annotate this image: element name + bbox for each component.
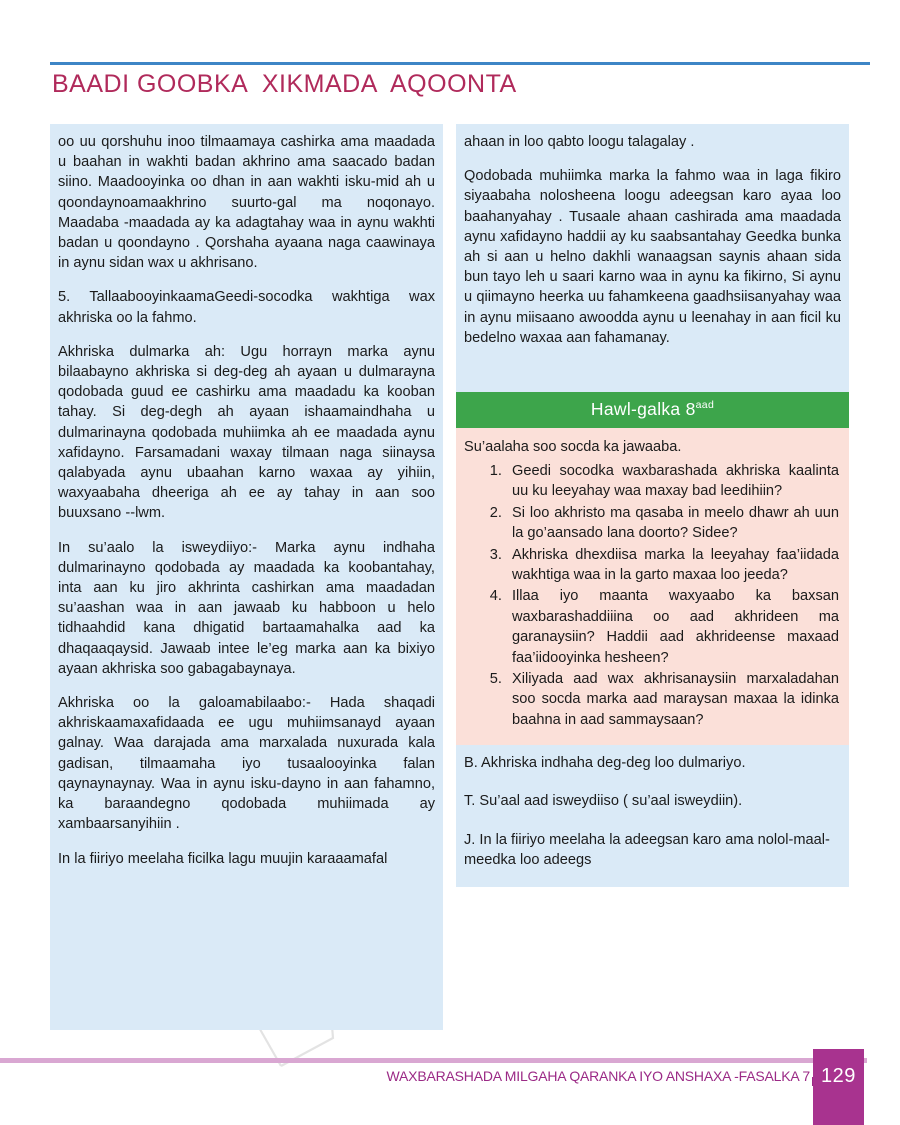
activity-lead: Su’aalaha soo socda ka jawaaba. xyxy=(464,439,682,455)
paragraph: Akhriska oo la galoamabilaabo:- Hada shaqadi akhriskaamaxafidaada ee ugu muhiimsanayd ayaan galnay. Waa darajada ama marxalada nuxurada kala gadisan, tilmaamaha iyo tusaalooyinka falan qaynaynaynay. Waa in aynu isku-dayno in aan fahamno, ka baraandegno qodobada muhiimada ay xambaarsanyihiin . xyxy=(58,695,435,833)
paragraph: ahaan in loo qabto loogu talagalay . xyxy=(464,134,695,150)
list-item: 3. Akhriska dhexdiisa marka la leeyahay faa’iidada wakhtiga waa in la garto maxaa loo jeeda? xyxy=(506,545,839,586)
header-rule xyxy=(50,62,870,65)
right-top-text-block xyxy=(456,124,849,392)
list-item: 5. Xiliyada aad wax akhrisanaysiin marxaladahan soo socda marka aad maraysan maxaa la idinka baahna in aad sammaysaan? xyxy=(506,669,839,730)
paragraph: 5. TallaabooyinkaamaGeedi-socodka wakhtiga wax akhriska oo la fahmo. xyxy=(58,289,435,326)
activity-header-label: Hawl-galka 8 xyxy=(590,399,696,419)
activity-body xyxy=(456,428,849,745)
page-number-badge xyxy=(813,1049,864,1125)
paragraph: T. Su’aal aad isweydiiso ( su’aal isweydiin). xyxy=(464,793,743,810)
right-column xyxy=(456,124,849,887)
list-item: 4. Illaa iyo maanta waxyaabo ka baxsan waxbarashaddiiina oo aad akhrideen ma garanaysiin? Haddii aad akhrideense maxaad faa’iidooyinka hesheen? xyxy=(506,586,839,668)
paragraph: Qodobada muhiimka marka la fahmo waa in laga fikiro siyaabaha nolosheena loogu adeegsan karo ayaa loo baahanyahay . Tusaale ahaan cashirada ama maadada aynu xafidayno haddii ay ku saabsantahay Geedka bunka ah si aan u helno dakhli wanaagsan saynis ahaan sida bun tayo leh u saari karno waa in aynu ka fikirno, Si aynu u qiimayno heerka uu fahamkeena gaadhsiisanyahay waa in aynu miisaano awoodda aynu u leenahay in aan ficil ku bedelno waxaa aan fahamanay. xyxy=(464,168,841,346)
activity-header xyxy=(456,392,849,428)
footer-title: WAXBARASHADA MILGAHA QARANKA IYO ANSHAXA -FASALKA 7 xyxy=(386,1068,810,1084)
paragraph: J. In la fiiriyo meelaha la adeegsan karo ama nolol-maal-meedka loo adeegs xyxy=(464,831,830,868)
paragraph: B. Akhriska indhaha deg-deg loo dulmariyo. xyxy=(464,755,746,772)
list-item: 1. Geedi socodka waxbarashada akhriska kaalinta uu ku leeyahay waa maxay bad leedihiin? xyxy=(506,461,839,502)
page-title: BAADI GOOBKA XIKMADA AQOONTA xyxy=(52,70,517,98)
activity-header-suffix: aad xyxy=(695,399,715,412)
page-number: 129 xyxy=(821,1065,856,1087)
activity-question-list xyxy=(464,461,839,730)
right-bottom-text-block xyxy=(456,745,849,887)
paragraph: Akhriska dulmarka ah: Ugu horrayn marka aynu bilaabayno akhriska si deg-deg ah ayaan u dulmarayna qodobada guud ee cashirku ama maadadu ka kooban tahay. Si deg-degh ah ayaan ishaamaindhaha u dulmarinayna qodobada muhiimka ah ee maadada aynu xafidayno. Farsamadani waxay tilmaan naga siinaysa qalabyada aynu ubaahan karno waxaa ay yihiin, waxyaabaha dheeriga ah ee ay tahay in aan soo buuxsano --lwm. xyxy=(58,343,435,522)
left-text-block xyxy=(50,124,443,1030)
paragraph: In su’aalo la isweydiiyo:- Marka aynu indhaha dulmarinayno qodobada ay maadada ka koobantahay, inta aan ku jiro akhrinta cashirkan ama maadadan su’aashan waa in aan jawaab ku habboon u helo tidhaahdid kana dhigatid bartaamahalka aad ka dhaqaaqaysid. Jawaab intee le’eg marka aan ka bixiyo ayaan akhriska soo gabagabaynaya. xyxy=(58,539,435,677)
left-column xyxy=(50,124,443,1030)
list-item: 2. Si loo akhristo ma qasaba in meelo dhawr ah uun la go’aansado lana doorto? Sidee? xyxy=(506,503,839,544)
paragraph: oo uu qorshuhu inoo tilmaamaya cashirka ama maadada u baahan in wakhti badan akhrino ama saacado badan siino. Maadooyinka oo dhan in aan wakhti isku-mid ah u qoondaynoamaakhrino suurto-gal ma noqonayo. Maadaba -maadada ay ka adagtahay waa in aynu wakhti badan u qoondayno . Qorshaha ayaana naga caawinaya in aynu sidan wax u akhrisano. xyxy=(58,134,435,272)
paragraph: In la fiiriyo meelaha ficilka lagu muujin karaaamafal xyxy=(58,850,388,867)
footer-rule xyxy=(0,1058,867,1063)
